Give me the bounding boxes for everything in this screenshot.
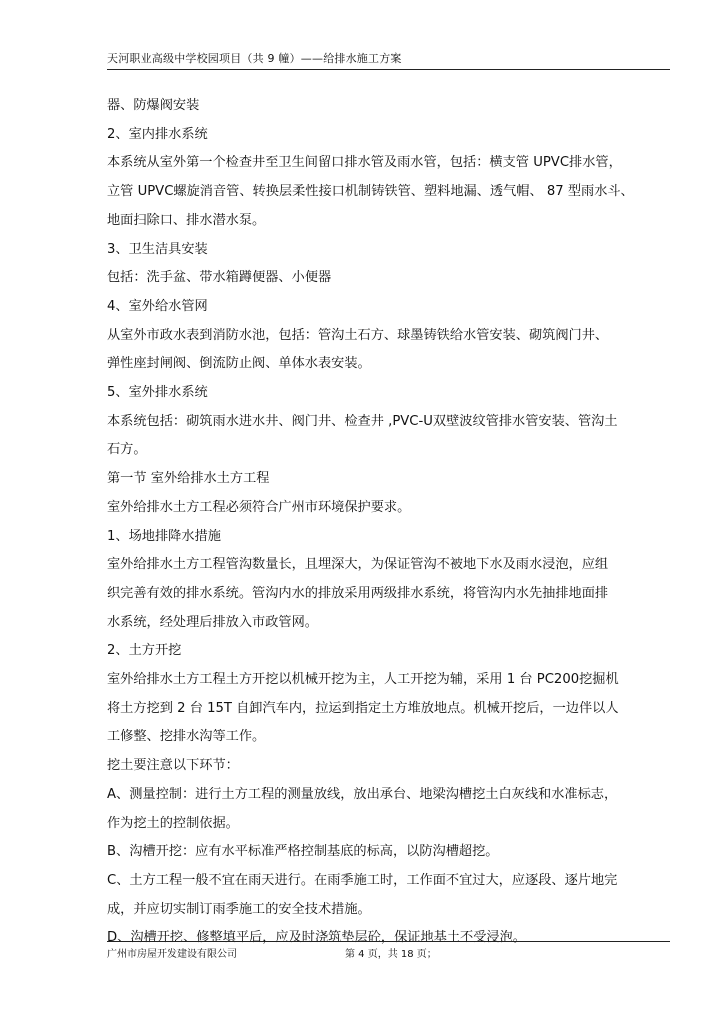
page-header: 天河职业高级中学校园项目（共 9 幢）——给排水施工方案 (107, 52, 402, 65)
text-line: 挖土要注意以下环节： (107, 758, 239, 774)
text-line: C、土方工程一般不宜在雨天进行。在雨季施工时，工作面不宜过大，应逐段、逐片地完 (107, 872, 618, 888)
text-line: 将土方挖到 2 台 15T 自卸汽车内，拉运到指定土方堆放地点。机械开挖后，一边伴以人 (107, 700, 619, 716)
section-heading: 3、卫生洁具安装 (107, 241, 208, 257)
text-line: A、测量控制：进行土方工程的测量放线，放出承台、地梁沟槽挖土白灰线和水准标志， (107, 786, 618, 802)
text-line: B、沟槽开挖：应有水平标准严格控制基底的标高，以防沟槽超挖。 (107, 844, 499, 860)
section-heading: 4、室外给水管网 (107, 298, 208, 314)
text-line: 器、防爆阀安装 (107, 98, 200, 113)
text-line: 室外给排水土方工程土方开挖以机械开挖为主，人工开挖为辅，采用 1 台 PC200挖掘机 (107, 672, 619, 688)
text-line: 室外给排水土方工程必须符合广州市环境保护要求。 (107, 499, 411, 515)
footer-divider (107, 941, 670, 942)
text-line: 室外给排水土方工程管沟数量长，且埋深大，为保证管沟不被地下水及雨水浸泡，应组 (107, 557, 609, 573)
text-line: 地面扫除口、排水潜水泵。 (107, 212, 266, 228)
header-divider (107, 69, 670, 70)
section-heading: 1、场地排降水措施 (107, 528, 221, 544)
text-line: 工修整、挖排水沟等工作。 (107, 729, 266, 745)
section-heading: 5、室外排水系统 (107, 385, 208, 401)
document-body (107, 92, 670, 953)
text-line: 作为挖土的控制依据。 (107, 815, 239, 831)
section-heading: 2、土方开挖 (107, 643, 182, 659)
section-heading: 2、室内排水系统 (107, 126, 208, 142)
text-line: 成，并应切实制订雨季施工的安全技术措施。 (107, 901, 371, 917)
text-line: 本系统包括：砌筑雨水进水井、阀门井、检查井 ,PVC-U双壁波纹管排水管安装、管沟土 (107, 413, 618, 429)
text-line: 织完善有效的排水系统。管沟内水的排放采用两级排水系统，将管沟内水先抽排地面排 (107, 585, 609, 601)
page-number: 第 4 页，共 18 页； (345, 949, 437, 960)
text-line: 包括：洗手盆、带水箱蹲便器、小便器 (107, 270, 332, 286)
text-line: 本系统从室外第一个检查井至卫生间留口排水管及雨水管，包括：横支管 UPVC排水管， (107, 155, 622, 171)
footer-company: 广州市房屋开发建设有限公司 (107, 949, 237, 960)
text-line: 立管 UPVC螺旋消音管、转换层柔性接口机制铸铁管、塑料地漏、透气帽、 87 型雨水斗、 (107, 184, 634, 200)
chapter-heading: 第一节 室外给排水土方工程 (107, 471, 270, 487)
text-line: 从室外市政水表到消防水池，包括：管沟土石方、球墨铸铁给水管安装、砌筑阀门井、 (107, 327, 609, 343)
text-line: 石方。 (107, 442, 147, 458)
text-line: 弹性座封闸阀、倒流防止阀、单体水表安装。 (107, 356, 371, 372)
text-line: D、沟槽开挖、修整填平后，应及时浇筑垫层砼，保证地基土不受浸泡。 (107, 930, 526, 946)
text-line: 水系统，经处理后排放入市政管网。 (107, 614, 318, 630)
